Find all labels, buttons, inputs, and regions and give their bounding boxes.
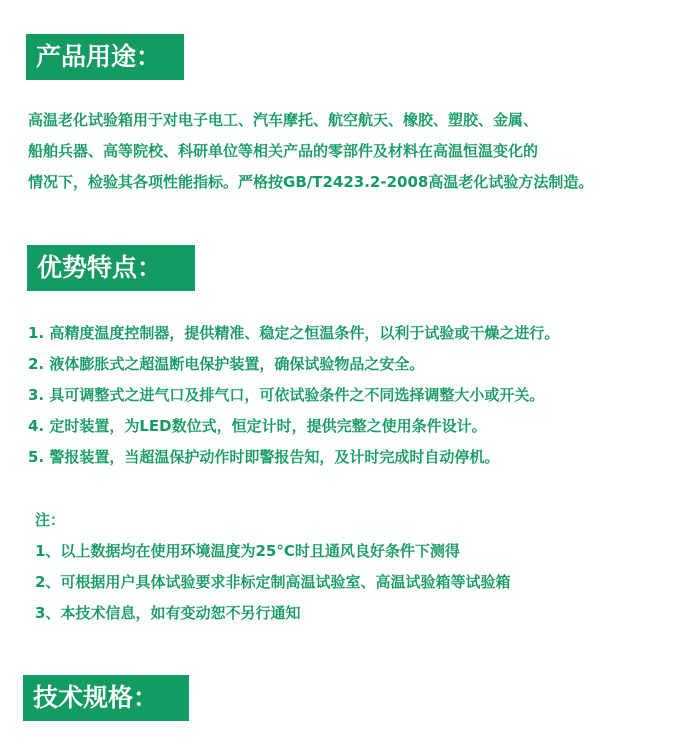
advantage-item: 5. 警报装置，当超温保护动作时即警报告知，及计时完成时自动停机。 [28, 448, 500, 466]
usage-line: 情况下，检验其各项性能指标。严格按GB/T2423.2-2008高温老化试验方法制造。 [28, 173, 594, 191]
advantage-item: 4. 定时装置，为LED数位式，恒定计时，提供完整之使用条件设计。 [28, 417, 487, 435]
section-title-specs: 技术规格： [23, 675, 189, 721]
note-item: 2、可根据用户具体试验要求非标定制高温试验室、高温试验箱等试验箱 [35, 573, 511, 591]
note-item: 1、以上数据均在使用环境温度为25°C时且通风良好条件下测得 [35, 542, 460, 560]
notes-block [35, 505, 686, 629]
section-title-advantages: 优势特点： [27, 245, 195, 291]
usage-line: 高温老化试验箱用于对电子电工、汽车摩托、航空航天、橡胶、塑胶、金属、 [28, 111, 539, 129]
advantage-item: 2. 液体膨胀式之超温断电保护装置，确保试验物品之安全。 [28, 355, 425, 373]
advantages-list [28, 318, 686, 473]
note-item: 3、本技术信息，如有变动恕不另行通知 [35, 604, 301, 622]
usage-line: 船舶兵器、高等院校、科研单位等相关产品的零部件及材料在高温恒温变化的 [28, 142, 539, 160]
advantage-item: 3. 具可调整式之进气口及排气口，可依试验条件之不同选择调整大小或开关。 [28, 386, 545, 404]
notes-title: 注： [35, 511, 66, 529]
usage-paragraph [28, 105, 686, 198]
section-title-usage: 产品用途： [26, 34, 184, 80]
advantage-item: 1. 高精度温度控制器，提供精准、稳定之恒温条件，以利于试验或干燥之进行。 [28, 324, 560, 342]
